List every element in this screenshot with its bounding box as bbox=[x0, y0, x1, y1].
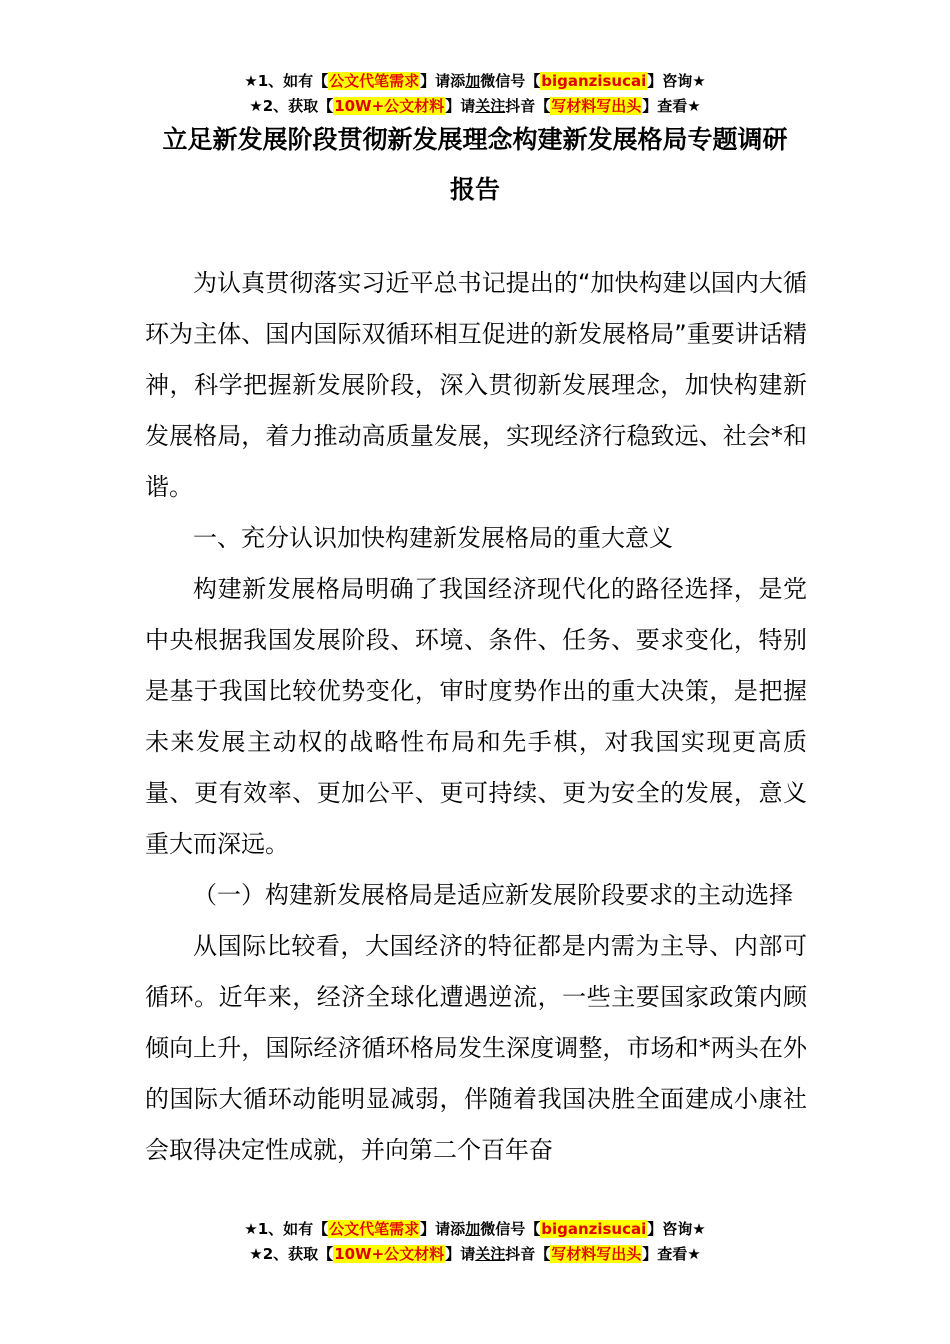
highlight-text: biganzisucai bbox=[541, 1220, 647, 1238]
highlight-text: 公文代笔需求 bbox=[329, 72, 420, 90]
highlight-text: biganzisucai bbox=[541, 72, 647, 90]
document-title-line-2: 报告 bbox=[449, 175, 500, 204]
banner-text: 微信号【 bbox=[480, 72, 541, 90]
banner-text: 】咨询★ bbox=[647, 72, 706, 90]
paragraph-intro: 为认真贯彻落实习近平总书记提出的“加快构建以国内大循环为主体、国内国际双循环相互促进的新发展格局”重要讲话精神，科学把握新发展阶段，深入贯彻新发展理念，加快构建新发展格局，着力推动高质量发展，实现经济行稳致远、社会*和谐。 bbox=[145, 269, 807, 501]
banner-text: 】请添 bbox=[420, 72, 466, 90]
banner-text: 】查看★ bbox=[642, 1245, 701, 1263]
top-banner bbox=[0, 69, 950, 119]
banner-text: ★1、如有【 bbox=[244, 1220, 329, 1238]
banner-text: 】请 bbox=[445, 1245, 476, 1263]
banner-text: 】咨询★ bbox=[647, 1220, 706, 1238]
banner-text: ★2、获取【 bbox=[249, 97, 334, 115]
banner-line-1 bbox=[0, 69, 950, 94]
subsection-heading-1: （一）构建新发展格局是适应新发展阶段要求的主动选择 bbox=[193, 881, 793, 909]
banner-text: 】请添 bbox=[420, 1220, 466, 1238]
banner-line-2 bbox=[0, 1242, 950, 1267]
section-heading-1: 一、充分认识加快构建新发展格局的重大意义 bbox=[193, 524, 673, 552]
highlight-text: 写材料写出头 bbox=[551, 97, 642, 115]
banner-line-1 bbox=[0, 1217, 950, 1242]
paragraph-section-1: 构建新发展格局明确了我国经济现代化的路径选择，是党中央根据我国发展阶段、环境、条件、任务、要求变化，特别是基于我国比较优势变化，审时度势作出的重大决策，是把握未来发展主动权的战略性布局和先手棋，对我国实现更高质量、更有效率、更加公平、更可持续、更为安全的发展，意义重大而深远。 bbox=[145, 575, 807, 858]
banner-text: ★2、获取【 bbox=[249, 1245, 334, 1263]
banner-text: 抖音【 bbox=[505, 97, 551, 115]
underlined-text: 加 bbox=[465, 72, 481, 90]
highlight-text: 10W+公文材料 bbox=[334, 97, 445, 115]
banner-text: 微信号【 bbox=[480, 1220, 541, 1238]
document-title-line-1: 立足新发展阶段贯彻新发展理念构建新发展格局专题调研 bbox=[162, 125, 788, 154]
highlight-text: 写材料写出头 bbox=[551, 1245, 642, 1263]
paragraph-subsection-1: 从国际比较看，大国经济的特征都是内需为主导、内部可循环。近年来，经济全球化遭遇逆流，一些主要国家政策内顾倾向上升，国际经济循环格局发生深度调整，市场和*两头在外的国际大循环动能明显减弱，伴随着我国决胜全面建成小康社会取得决定性成就，并向第二个百年奋 bbox=[145, 932, 807, 1164]
underlined-text: 关注 bbox=[475, 97, 506, 115]
document-body bbox=[145, 258, 807, 1176]
underlined-text: 关注 bbox=[475, 1245, 506, 1263]
banner-line-2 bbox=[0, 94, 950, 119]
underlined-text: 加 bbox=[465, 1220, 481, 1238]
bottom-banner bbox=[0, 1217, 950, 1267]
highlight-text: 10W+公文材料 bbox=[334, 1245, 445, 1263]
banner-text: 抖音【 bbox=[505, 1245, 551, 1263]
highlight-text: 公文代笔需求 bbox=[329, 1220, 420, 1238]
banner-text: ★1、如有【 bbox=[244, 72, 329, 90]
banner-text: 】查看★ bbox=[642, 97, 701, 115]
banner-text: 】请 bbox=[445, 97, 476, 115]
